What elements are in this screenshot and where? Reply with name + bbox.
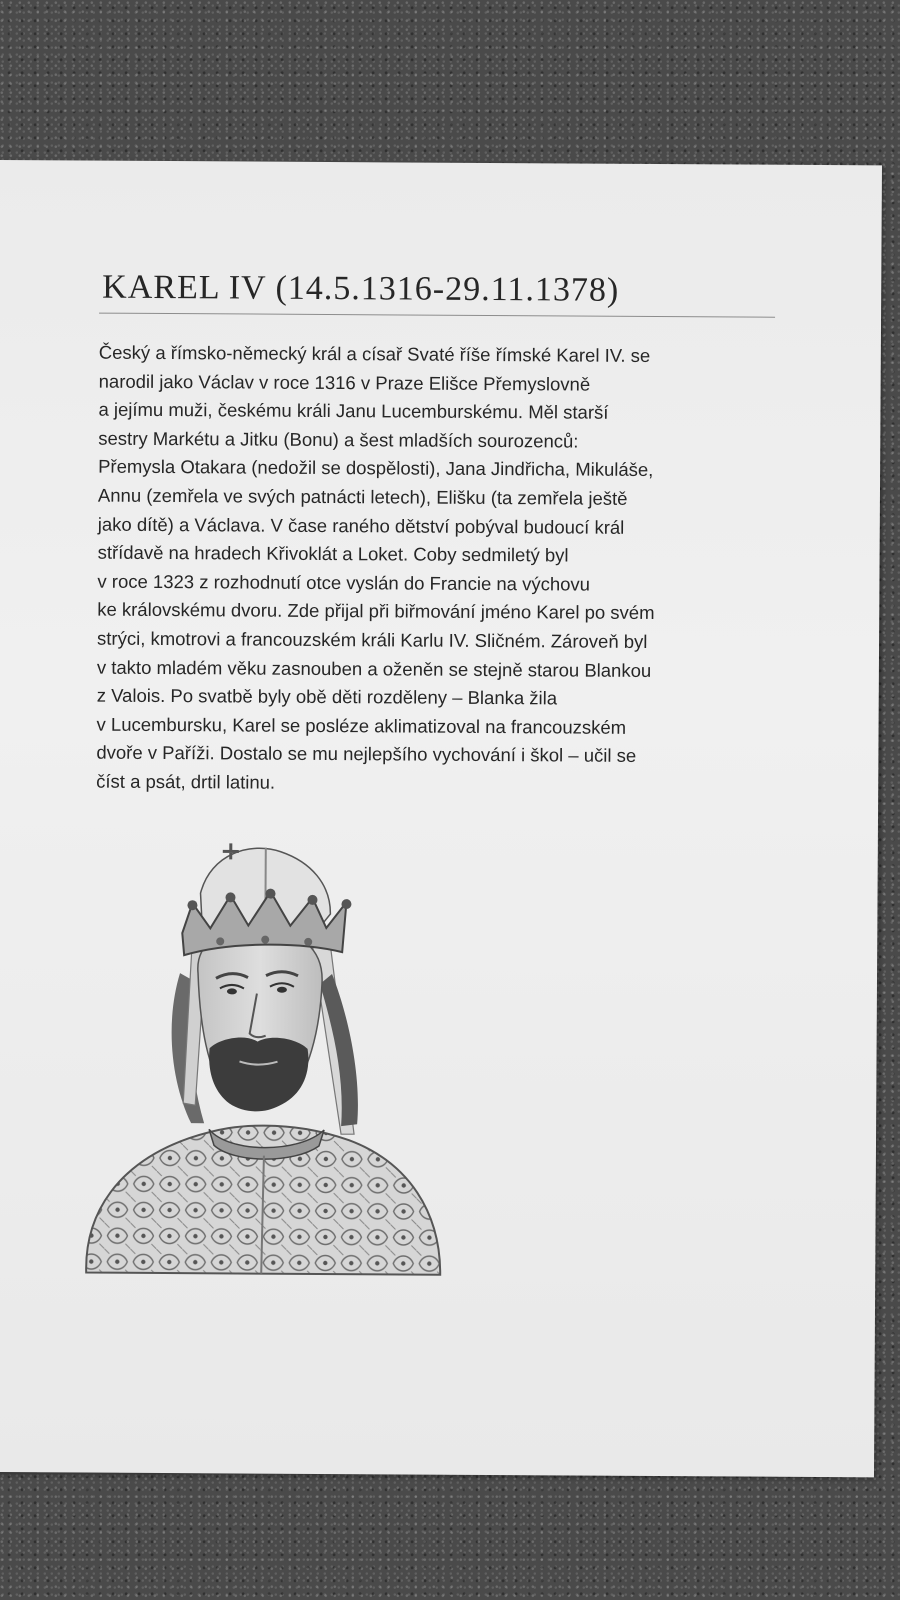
paragraph-line: ke královskému dvoru. Zde přijal při biřmování jméno Karel po svém — [97, 598, 655, 624]
paragraph-line: a jejímu muži, českému králi Janu Lucemburskému. Měl starší — [98, 398, 609, 423]
page-title: KAREL IV (14.5.1316-29.11.1378) — [102, 268, 620, 309]
paragraph-line: v roce 1323 z rozhodnutí otce vyslán do Francie na výchovu — [97, 570, 591, 595]
paragraph-line: z Valois. Po svatbě byly obě děti rozděleny – Blanka žila — [96, 684, 558, 709]
title-divider — [99, 313, 775, 318]
paper-sheet — [0, 160, 882, 1477]
paragraph-line: jako dítě) a Václava. V čase raného dětství pobýval budoucí král — [97, 513, 625, 538]
paragraph-line: strýci, kmotrovi a francouzském králi Karlu IV. Sličném. Zároveň byl — [97, 627, 648, 652]
paragraph-line: číst a psát, drtil latinu. — [96, 770, 276, 793]
paragraph-line: dvoře v Paříži. Dostalo se mu nejlepšího vychování i škol – učil se — [96, 741, 637, 767]
paragraph-line: Český a římsko-německý král a císař Svaté říše římské Karel IV. se — [98, 341, 651, 366]
body-paragraph — [96, 339, 799, 801]
paragraph-line: Přemysla Otakara (nedožil se dospělosti), Jana Jindřicha, Mikuláše, — [98, 455, 654, 481]
paragraph-line: v takto mladém věku zasnouben a oženěn se stejně starou Blankou — [96, 656, 652, 681]
paragraph-line: sestry Markétu a Jitku (Bonu) a šest mladších sourozenců: — [98, 427, 579, 452]
paragraph-line: v Lucembursku, Karel se posléze aklimatizoval na francouzském — [96, 713, 627, 738]
paragraph-line: Annu (zemřela ve svých patnácti letech), Elišku (ta zemřela ještě — [97, 484, 628, 509]
paragraph-line: narodil jako Václav v roce 1316 v Praze Elišce Přemyslovně — [98, 370, 591, 395]
paragraph-line: střídavě na hradech Křivoklát a Loket. Coby sedmiletý byl — [97, 541, 569, 566]
portrait-illustration — [78, 833, 451, 1285]
beard-shape — [209, 1037, 309, 1111]
